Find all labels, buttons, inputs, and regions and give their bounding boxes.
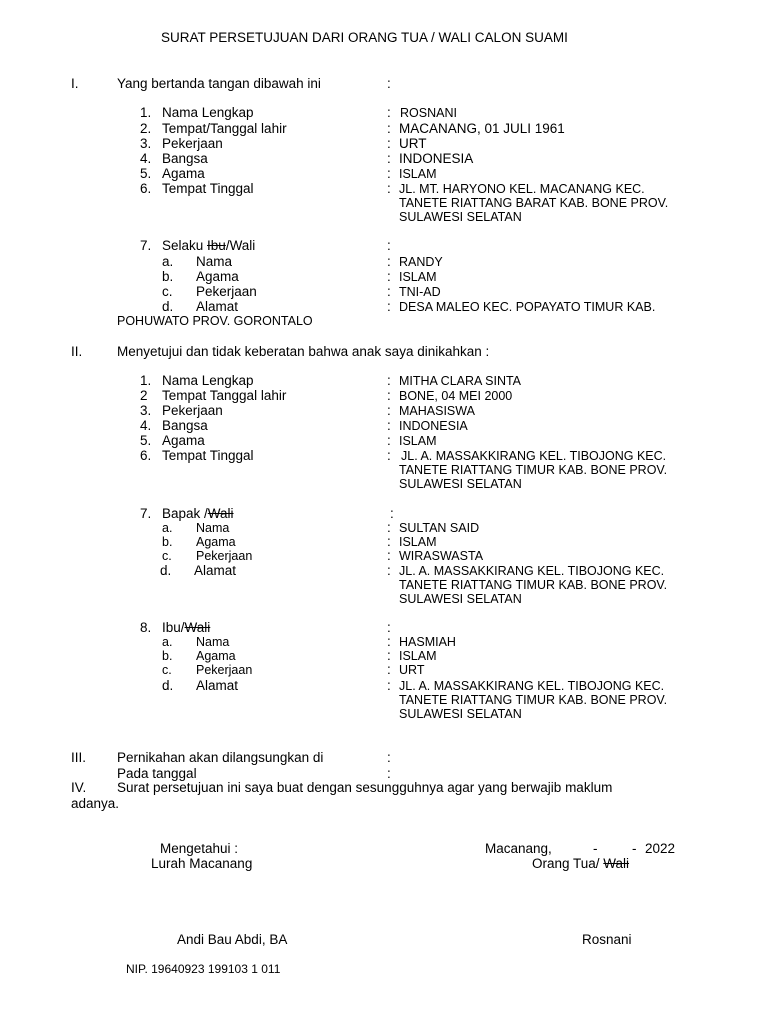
sub-letter: d. bbox=[162, 678, 174, 693]
field-value: RANDY bbox=[399, 255, 443, 269]
field-value: BONE, 04 MEI 2000 bbox=[399, 389, 513, 403]
field-value: DESA MALEO KEC. POPAYATO TIMUR KAB. bbox=[399, 300, 656, 314]
address-wrap-line: POHUWATO PROV. GORONTALO bbox=[117, 314, 313, 328]
colon: : bbox=[387, 76, 391, 91]
field-label: Agama bbox=[196, 535, 236, 549]
field-label: Tempat/Tanggal lahir bbox=[162, 121, 287, 136]
colon: : bbox=[387, 750, 391, 765]
place-label: Macanang, bbox=[485, 841, 552, 856]
address-line: SULAWESI SELATAN bbox=[399, 477, 522, 491]
item-number: 6. bbox=[140, 448, 152, 463]
lurah-name: Andi Bau Abdi, BA bbox=[177, 932, 288, 947]
colon: : bbox=[387, 534, 391, 549]
parent-name: Rosnani bbox=[582, 932, 632, 947]
colon: : bbox=[387, 620, 391, 635]
parent-title: Orang Tua/ Wali bbox=[532, 856, 630, 871]
field-value: ISLAM bbox=[399, 535, 437, 549]
field-label: Alamat bbox=[196, 678, 239, 693]
document-title: SURAT PERSETUJUAN DARI ORANG TUA / WALI CALON SUAMI bbox=[161, 30, 568, 45]
colon: : bbox=[387, 678, 391, 693]
item-number: 1. bbox=[140, 105, 152, 120]
field-value: INDONESIA bbox=[399, 419, 468, 433]
field-label: Agama bbox=[196, 269, 239, 284]
field-value: MACANANG, 01 JULI 1961 bbox=[399, 121, 565, 136]
sub-letter: c. bbox=[162, 663, 172, 677]
colon: : bbox=[387, 548, 391, 563]
colon: : bbox=[387, 634, 391, 649]
sub-letter: b. bbox=[162, 269, 174, 284]
address-line: TANETE RIATTANG TIMUR KAB. BONE PROV. bbox=[399, 693, 668, 707]
sub-letter: d. bbox=[160, 563, 172, 578]
colon: : bbox=[387, 403, 391, 418]
item-number: 2. bbox=[140, 121, 152, 136]
colon: : bbox=[387, 563, 391, 578]
address-line: SULAWESI SELATAN bbox=[399, 707, 522, 721]
sub-letter: a. bbox=[162, 254, 174, 269]
item-number: 3. bbox=[140, 403, 152, 418]
field-label: Tempat Tinggal bbox=[162, 448, 254, 463]
colon: : bbox=[387, 136, 391, 151]
field-label: Pekerjaan bbox=[162, 136, 223, 151]
section-2-number: II. bbox=[71, 344, 83, 359]
field-value: TNI-AD bbox=[399, 285, 441, 299]
item-number: 2 bbox=[140, 388, 148, 403]
address-line: JL. A. MASSAKKIRANG KEL. TIBOJONG KEC. bbox=[401, 449, 667, 463]
field-label: Alamat bbox=[194, 563, 237, 578]
item-number: 5. bbox=[140, 433, 152, 448]
selaku-label: Selaku Ibu/Wali bbox=[162, 238, 256, 253]
sub-letter: d. bbox=[162, 299, 174, 314]
ibu-label: Ibu/Wali bbox=[162, 620, 211, 635]
wedding-location-label: Pernikahan akan dilangsungkan di bbox=[117, 750, 324, 765]
colon: : bbox=[387, 373, 391, 388]
field-value: SULTAN SAID bbox=[399, 521, 480, 535]
sub-letter: c. bbox=[162, 284, 173, 299]
field-label: Pekerjaan bbox=[196, 284, 257, 299]
field-value: ISLAM bbox=[399, 434, 437, 448]
colon: : bbox=[387, 254, 391, 269]
address-line: SULAWESI SELATAN bbox=[399, 210, 522, 224]
sub-letter: b. bbox=[162, 649, 173, 663]
colon: : bbox=[387, 181, 391, 196]
colon: : bbox=[387, 151, 391, 166]
colon: : bbox=[387, 238, 391, 253]
colon: : bbox=[387, 433, 391, 448]
address-line: TANETE RIATTANG TIMUR KAB. BONE PROV. bbox=[399, 578, 668, 592]
field-value: HASMIAH bbox=[399, 635, 456, 649]
item-number: 1. bbox=[140, 373, 152, 388]
wedding-date-label: Pada tanggal bbox=[117, 766, 197, 781]
colon: : bbox=[387, 269, 391, 284]
colon: : bbox=[387, 648, 391, 663]
sub-letter: b. bbox=[162, 535, 173, 549]
colon: : bbox=[387, 284, 391, 299]
bapak-label: Bapak /Wali bbox=[162, 506, 234, 521]
section-2-intro: Menyetujui dan tidak keberatan bahwa anak saya dinikahkan : bbox=[117, 344, 490, 359]
date-year: 2022 bbox=[645, 841, 676, 856]
item-number: 4. bbox=[140, 151, 152, 166]
item-number: 8. bbox=[140, 620, 152, 635]
colon: : bbox=[387, 766, 391, 781]
date-dash: - bbox=[593, 841, 598, 856]
field-label: Bangsa bbox=[162, 151, 208, 166]
address-line: TANETE RIATTANG TIMUR KAB. BONE PROV. bbox=[399, 463, 668, 477]
address-line: SULAWESI SELATAN bbox=[399, 592, 522, 606]
field-value: ISLAM bbox=[399, 270, 437, 284]
section-1-intro: Yang bertanda tangan dibawah ini bbox=[117, 76, 321, 91]
colon: : bbox=[387, 448, 391, 463]
colon: : bbox=[387, 662, 391, 677]
field-label: Pekerjaan bbox=[196, 549, 253, 563]
field-value: ISLAM bbox=[399, 167, 437, 181]
colon: : bbox=[387, 418, 391, 433]
colon: : bbox=[387, 388, 391, 403]
item-number: 5. bbox=[140, 166, 152, 181]
item-number: 7. bbox=[140, 506, 152, 521]
lurah-title: Lurah Macanang bbox=[151, 856, 253, 871]
colon: : bbox=[387, 121, 391, 136]
field-label: Nama bbox=[196, 521, 230, 535]
address-line: JL. A. MASSAKKIRANG KEL. TIBOJONG KEC. bbox=[399, 564, 665, 578]
field-label: Agama bbox=[162, 166, 205, 181]
sub-letter: c. bbox=[162, 549, 172, 563]
closing-statement: Surat persetujuan ini saya buat dengan sesungguhnya agar yang berwajib maklum bbox=[117, 780, 613, 795]
field-value: INDONESIA bbox=[399, 151, 474, 166]
field-value: URT bbox=[399, 663, 425, 677]
field-label: Pekerjaan bbox=[162, 403, 223, 418]
address-line: JL. A. MASSAKKIRANG KEL. TIBOJONG KEC. bbox=[399, 679, 665, 693]
field-value: MAHASISWA bbox=[399, 404, 475, 418]
field-label: Agama bbox=[196, 649, 236, 663]
colon: : bbox=[390, 506, 394, 521]
section-4-number: IV. bbox=[71, 780, 87, 795]
field-label: Bangsa bbox=[162, 418, 208, 433]
field-label: Nama Lengkap bbox=[162, 373, 254, 388]
field-label: Pekerjaan bbox=[196, 663, 253, 677]
field-label: Tempat Tanggal lahir bbox=[162, 388, 287, 403]
item-number: 6. bbox=[140, 181, 152, 196]
section-3-number: III. bbox=[71, 750, 87, 765]
item-number: 3. bbox=[140, 136, 152, 151]
field-label: Nama bbox=[196, 635, 230, 649]
field-label: Nama Lengkap bbox=[162, 105, 254, 120]
field-label: Tempat Tinggal bbox=[162, 181, 254, 196]
acknowledged-label: Mengetahui : bbox=[160, 841, 239, 856]
closing-statement-wrap: adanya. bbox=[71, 796, 120, 811]
date-dash: - bbox=[632, 841, 637, 856]
sub-letter: a. bbox=[162, 521, 173, 535]
colon: : bbox=[387, 166, 391, 181]
field-label: Agama bbox=[162, 433, 205, 448]
colon: : bbox=[387, 520, 391, 535]
field-label: Alamat bbox=[196, 299, 239, 314]
field-value: WIRASWASTA bbox=[399, 549, 484, 563]
field-value: MITHA CLARA SINTA bbox=[399, 374, 522, 388]
field-label: Nama bbox=[196, 254, 233, 269]
address-line: TANETE RIATTANG BARAT KAB. BONE PROV. bbox=[399, 196, 669, 210]
sub-letter: a. bbox=[162, 635, 173, 649]
address-line: JL. MT. HARYONO KEL. MACANANG KEC. bbox=[399, 182, 645, 196]
lurah-nip: NIP. 19640923 199103 1 011 bbox=[126, 962, 281, 976]
item-number: 7. bbox=[140, 238, 152, 253]
colon: : bbox=[387, 299, 391, 314]
colon: : bbox=[387, 105, 391, 120]
field-value: URT bbox=[399, 136, 427, 151]
field-value: ISLAM bbox=[399, 649, 437, 663]
item-number: 4. bbox=[140, 418, 152, 433]
section-1-number: I. bbox=[71, 76, 79, 91]
field-value: ROSNANI bbox=[400, 106, 457, 120]
